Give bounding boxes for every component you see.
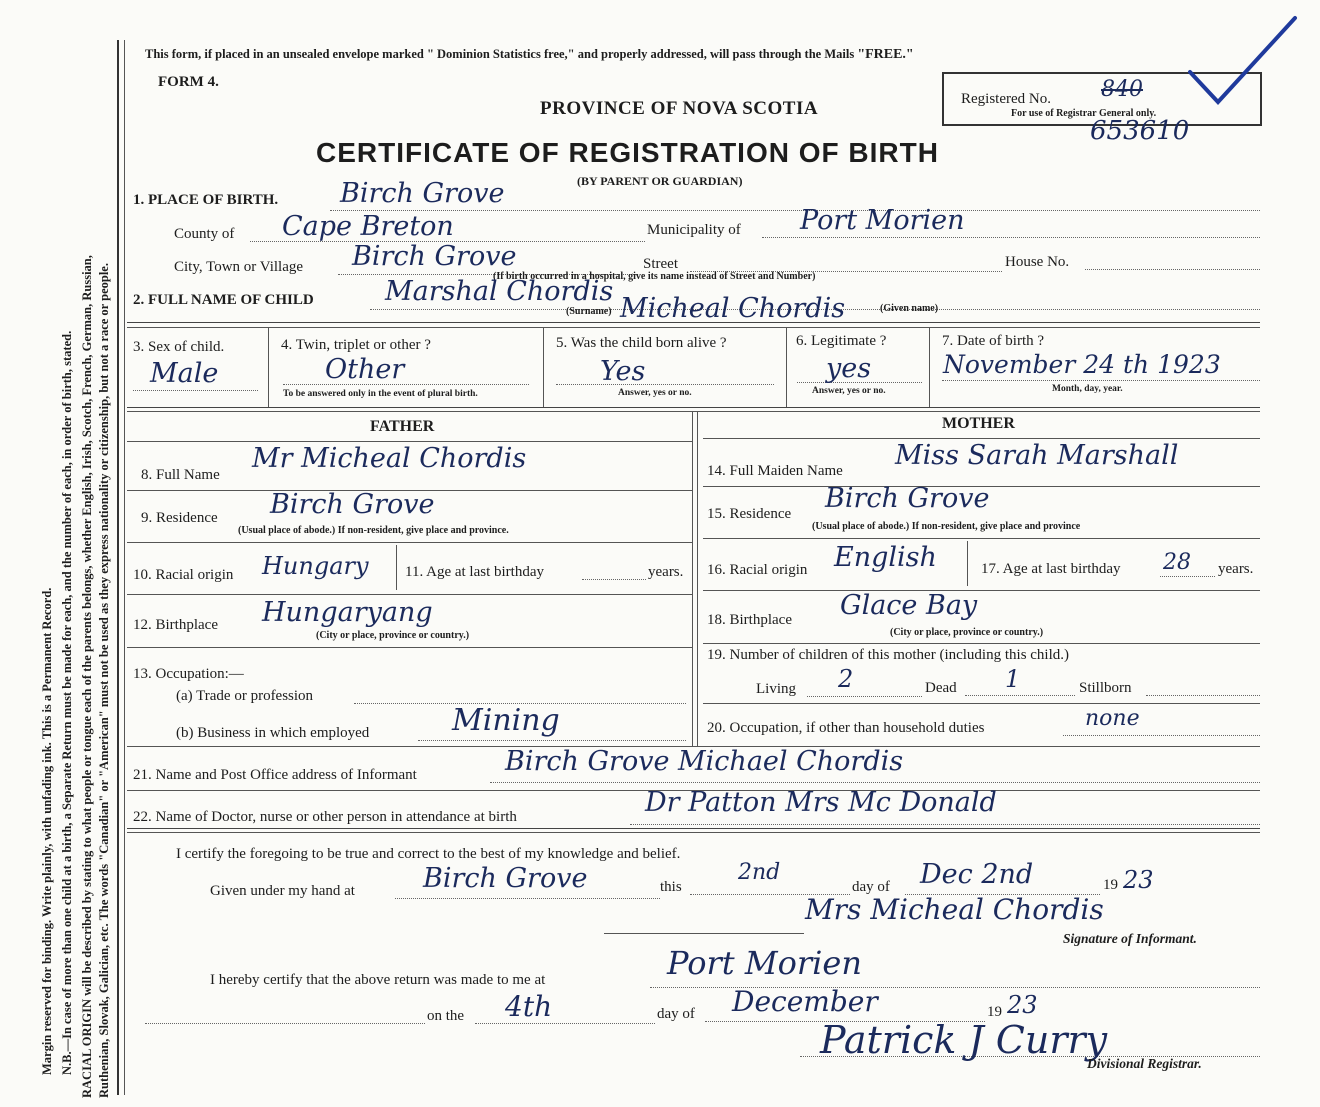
registered-label: Registered No. — [961, 91, 1051, 107]
child-surname: Marshal Chordis — [385, 276, 614, 307]
father-residence-label: 9. Residence — [141, 510, 218, 526]
binding-line-inner — [124, 40, 125, 1095]
trade-label: (a) Trade or profession — [176, 688, 314, 704]
father-name-value: Mr Micheal Chordis — [252, 443, 527, 474]
year-value: 23 — [1123, 866, 1154, 894]
living-value: 2 — [838, 665, 854, 693]
father-race-label: 10. Racial origin — [133, 567, 234, 583]
dead-label: Dead — [925, 680, 957, 696]
mother-occupation-label: 20. Occupation, if other than household duties — [707, 720, 985, 736]
month-value: December — [732, 985, 878, 1018]
registrar-signature: Patrick J Curry — [820, 1018, 1108, 1062]
year-prefix-2: 19 — [987, 1004, 1002, 1020]
alive-label: 5. Was the child born alive ? — [556, 335, 727, 351]
municipality-label: Municipality of — [647, 222, 741, 238]
mother-residence-hint: (Usual place of abode.) If non-resident, give place and province — [812, 521, 1081, 532]
sex-value: Male — [150, 358, 219, 389]
this-label: this — [660, 879, 682, 895]
twin-note: To be answered only in the event of plural birth. — [283, 389, 478, 399]
stillborn-label: Stillborn — [1079, 680, 1132, 696]
place-value: Birch Grove — [340, 178, 505, 209]
father-birthplace-label: 12. Birthplace — [133, 617, 218, 633]
county-value: Cape Breton — [282, 211, 454, 242]
form-number: FORM 4. — [158, 74, 219, 90]
registered-number: 653610 — [1090, 116, 1190, 146]
dob-label: 7. Date of birth ? — [942, 333, 1045, 349]
father-age-unit: years. — [648, 564, 684, 580]
hospital-note: (If birth occurred in a hospital, give its name instead of Street and Number) — [493, 271, 816, 282]
father-name-label: 8. Full Name — [141, 467, 220, 483]
doctor-value: Dr Patton Mrs Mc Donald — [645, 787, 997, 818]
alive-value: Yes — [600, 356, 646, 387]
certificate-subtitle: (BY PARENT OR GUARDIAN) — [577, 174, 743, 188]
city-label: City, Town or Village — [174, 259, 304, 275]
doctor-label: 22. Name of Doctor, nurse or other person in attendance at birth — [133, 809, 517, 825]
mother-residence-label: 15. Residence — [707, 506, 792, 522]
father-birthplace-hint: (City or place, province or country.) — [316, 630, 470, 641]
living-label: Living — [756, 681, 796, 697]
informant-signature-label: Signature of Informant. — [1063, 931, 1197, 946]
father-occupation-label: 13. Occupation:— — [133, 666, 244, 682]
on-the-label: on the — [427, 1008, 465, 1024]
child-name-label: 2. FULL NAME OF CHILD — [133, 292, 314, 308]
mother-birthplace-label: 18. Birthplace — [707, 612, 792, 628]
margin-note-racial-cont: Ruthenian, Slovak, Galician, etc. The words "Canadian" or "American" must not be used as they express nationality or citizenship, but not a race or people. — [97, 263, 111, 1098]
mail-notice: This form, if placed in an unsealed envelope marked " Dominion Statistics free," and properly addressed, will pass through the Mails "FREE." — [145, 47, 914, 62]
business-label: (b) Business in which employed — [176, 725, 370, 741]
mother-heading: MOTHER — [942, 415, 1015, 432]
margin-note-binding: Margin reserved for binding. Write plainly, with unfading ink. This is a Permanent Record. — [40, 587, 54, 1075]
child-given-name: Micheal Chordis — [620, 293, 846, 324]
mother-residence-value: Birch Grove — [825, 483, 990, 514]
binding-line — [117, 40, 119, 1095]
legitimate-note: Answer, yes or no. — [812, 386, 886, 396]
this-value: 2nd — [738, 860, 781, 885]
alive-note: Answer, yes or no. — [618, 388, 692, 398]
mother-birthplace-hint: (City or place, province or country.) — [890, 627, 1044, 638]
father-residence-hint: (Usual place of abode.) If non-resident, give place and province. — [238, 525, 509, 536]
mother-age-label: 17. Age at last birthday — [981, 561, 1121, 577]
registrar-signature-label: Divisional Registrar. — [1087, 1056, 1202, 1071]
margin-note-nb: N.B.—In case of more than one child at a birth, a Separate Return must be made for each, and the number of each, in order of birth, stated. — [60, 330, 74, 1075]
father-race-value: Hungary — [262, 552, 369, 580]
father-age-label: 11. Age at last birthday — [405, 564, 544, 580]
surname-hint: (Surname) — [566, 306, 612, 317]
father-birthplace-value: Hungaryang — [262, 597, 433, 628]
year-prefix: 19 — [1103, 877, 1118, 893]
dead-value: 1 — [1005, 665, 1021, 693]
mother-name-label: 14. Full Maiden Name — [707, 463, 843, 479]
mother-name-value: Miss Sarah Marshall — [895, 440, 1179, 471]
on-day-value: 4th — [505, 990, 553, 1023]
province-heading: PROVINCE OF NOVA SCOTIA — [540, 98, 819, 119]
mother-age-value: 28 — [1163, 550, 1191, 575]
house-label: House No. — [1005, 254, 1070, 270]
certify-statement: I certify the foregoing to be true and correct to the best of my knowledge and belief. — [176, 846, 681, 862]
checkmark-icon — [1180, 10, 1300, 110]
children-count-label: 19. Number of children of this mother (including this child.) — [707, 647, 1070, 663]
city-value: Birch Grove — [352, 241, 517, 272]
margin-note-racial: RACIAL ORIGIN will be described by stating to what people or tongue each of the parents belongs, whether English, Irish, Scotch, French, German, Russian, — [80, 255, 94, 1098]
given-place: Birch Grove — [423, 863, 588, 894]
place-label: 1. PLACE OF BIRTH. — [133, 192, 279, 208]
mother-race-value: English — [834, 542, 937, 573]
twin-label: 4. Twin, triplet or other ? — [281, 337, 431, 353]
legitimate-value: yes — [826, 353, 872, 384]
father-heading: FATHER — [370, 418, 435, 435]
mother-age-unit: years. — [1218, 561, 1254, 577]
twin-value: Other — [325, 354, 405, 385]
year-value-2: 23 — [1007, 991, 1038, 1019]
legitimate-label: 6. Legitimate ? — [796, 333, 887, 349]
dob-hint: Month, day, year. — [1052, 384, 1123, 394]
given-label: Given under my hand at — [210, 883, 355, 899]
father-residence-value: Birch Grove — [270, 489, 435, 520]
sex-label: 3. Sex of child. — [133, 339, 225, 355]
registrar-use-note: For use of Registrar General only. — [1011, 108, 1157, 119]
registered-struck: 840 — [1101, 77, 1143, 102]
informant-value: Birch Grove Michael Chordis — [505, 746, 904, 777]
registrar-statement: I hereby certify that the above return was made to me at — [210, 972, 546, 988]
mother-occupation-value: none — [1085, 706, 1140, 731]
mother-race-label: 16. Racial origin — [707, 562, 808, 578]
given-hint: (Given name) — [880, 303, 939, 314]
business-value: Mining — [452, 703, 560, 738]
municipality-value: Port Morien — [800, 205, 965, 236]
dob-value: November 24 th 1923 — [943, 350, 1221, 379]
day-of-label-2: day of — [657, 1006, 695, 1022]
certificate-title: CERTIFICATE OF REGISTRATION OF BIRTH — [316, 137, 939, 168]
day-value: Dec 2nd — [920, 859, 1034, 890]
informant-label: 21. Name and Post Office address of Informant — [133, 767, 417, 783]
informant-signature: Mrs Micheal Chordis — [805, 893, 1104, 926]
street-label: Street — [643, 256, 678, 272]
registrar-place: Port Morien — [667, 944, 862, 982]
mother-birthplace-value: Glace Bay — [840, 590, 978, 621]
day-of-label: day of — [852, 879, 890, 895]
county-label: County of — [174, 226, 235, 242]
